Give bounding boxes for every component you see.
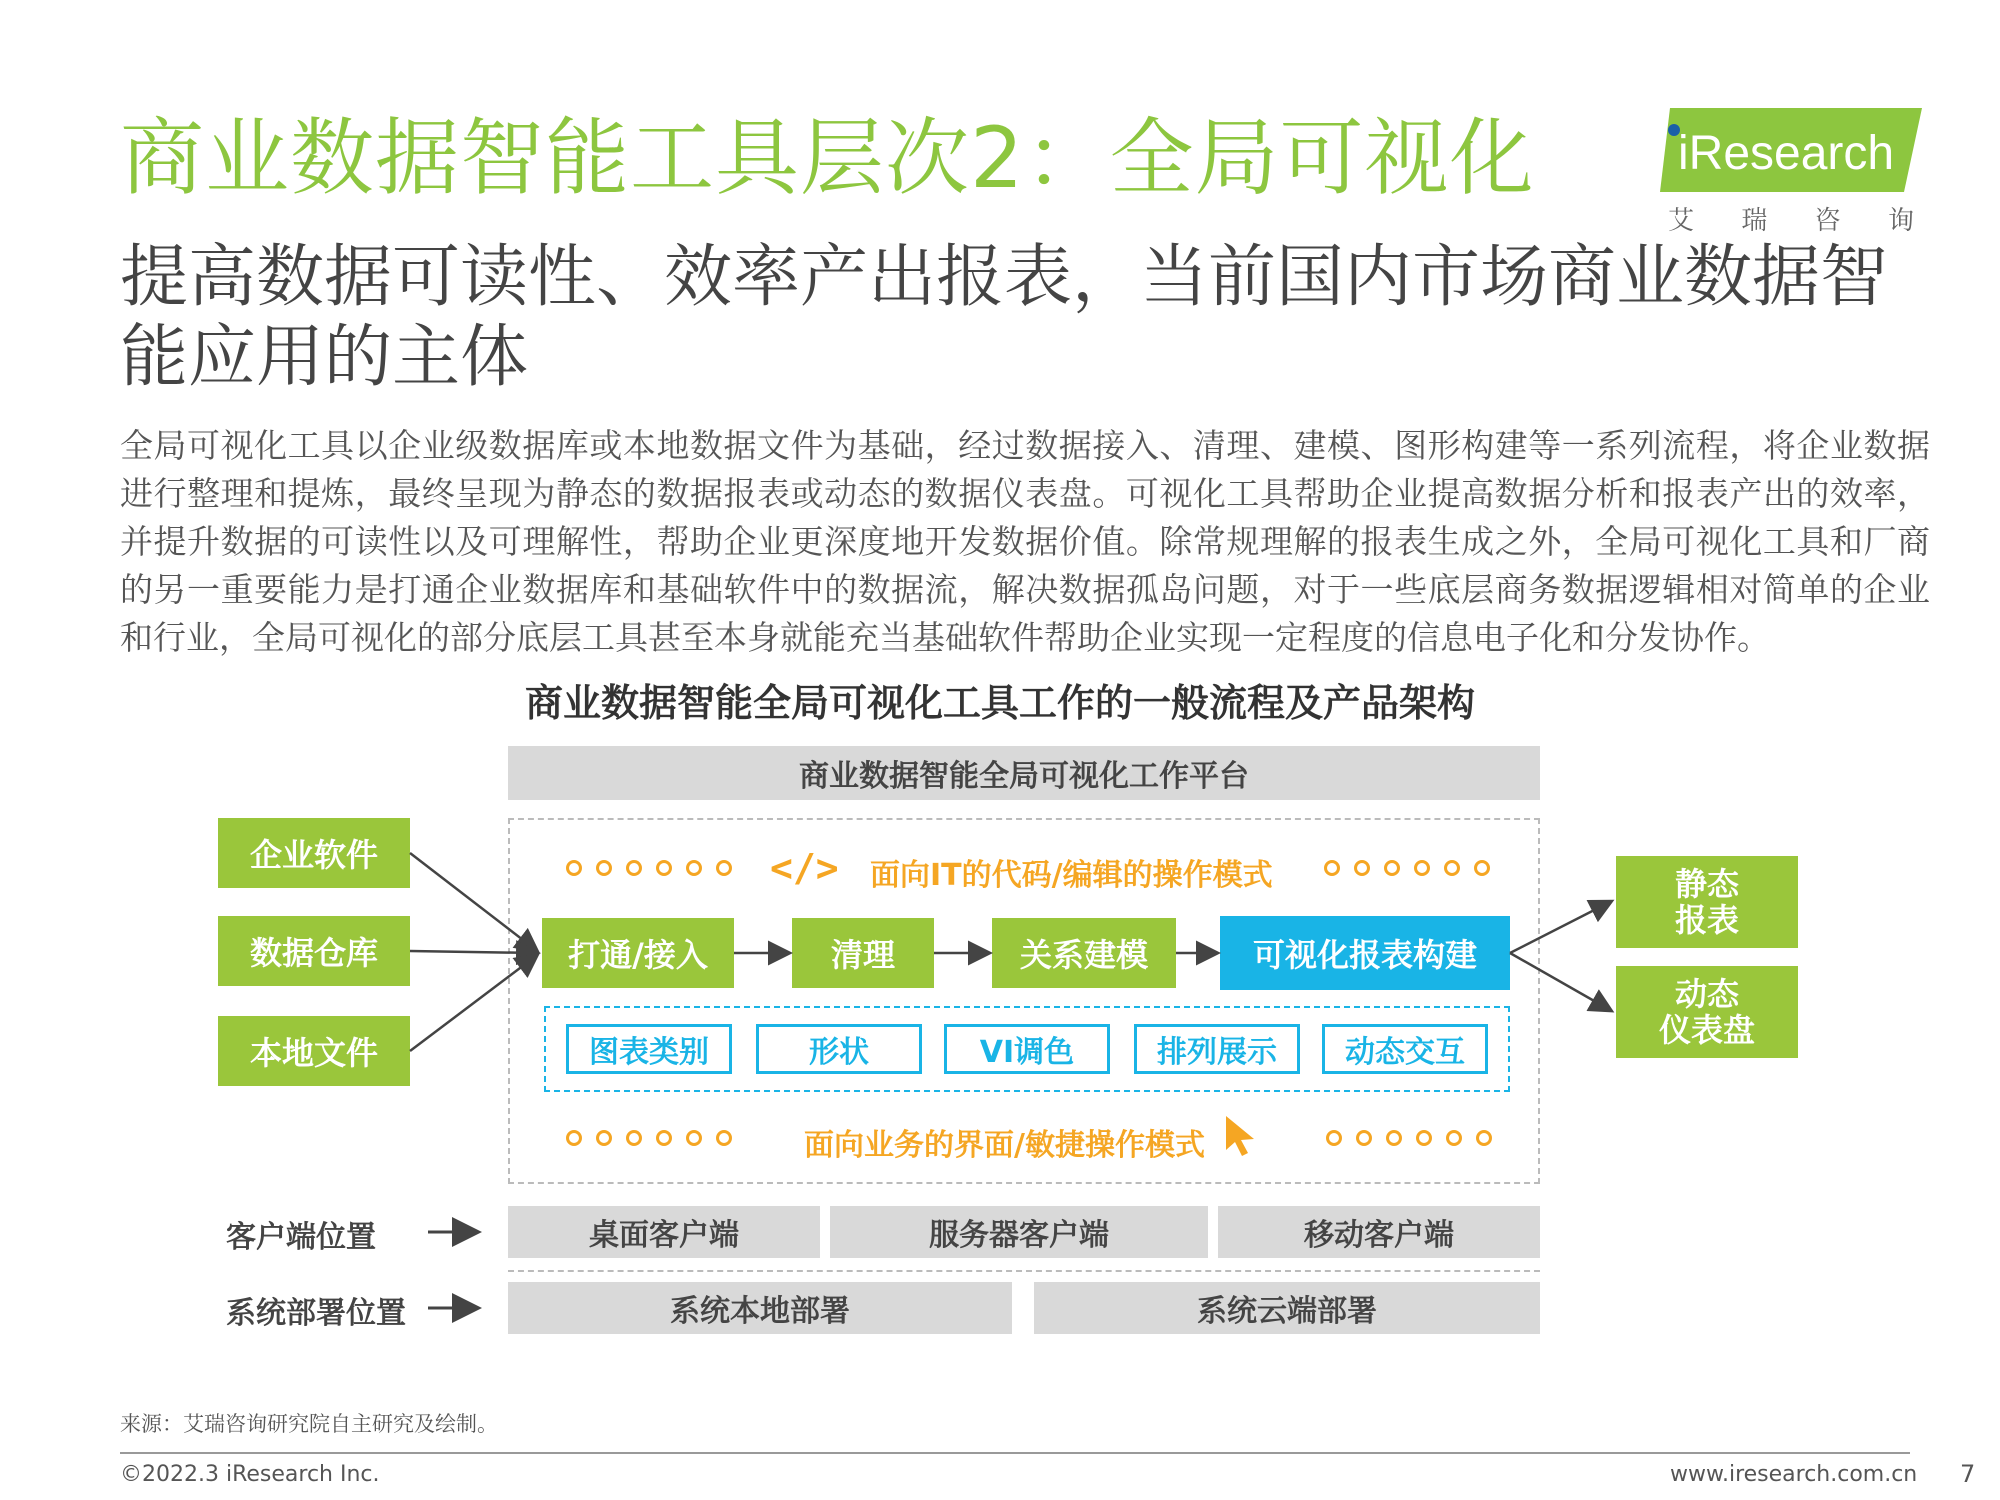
step-clean: 清理 [792,918,934,988]
client-desktop: 桌面客户端 [508,1206,820,1258]
step-access: 打通/接入 [542,918,734,988]
logo-brand: iResearch [1678,127,1895,180]
step-visual-report: 可视化报表构建 [1220,916,1510,990]
feature-vi-color: VI调色 [944,1024,1110,1074]
copyright: ©2022.3 iResearch Inc. [120,1462,380,1487]
ui-mode-label: 面向业务的界面/敏捷操作模式 [804,1128,1205,1163]
step-modeling: 关系建模 [992,918,1176,988]
page-subtitle: 提高数据可读性、效率产出报表，当前国内市场商业数据智能应用的主体 [120,238,1889,397]
output-static-report: 静态 报表 [1616,856,1798,948]
diagram-title: 商业数据智能全局可视化工具工作的一般流程及产品架构 [524,681,1475,725]
source-enterprise-software: 企业软件 [218,818,410,888]
client-position-label: 客户端位置 [226,1220,376,1255]
feature-chart-type: 图表类别 [566,1024,732,1074]
platform-bar: 商业数据智能全局可视化工作平台 [508,746,1540,800]
source-data-warehouse: 数据仓库 [218,916,410,986]
body-paragraph: 全局可视化工具以企业级数据库或本地数据文件为基础，经过数据接入、清理、建模、图形构建等一系列流程，将企业数据进行整理和提炼，最终呈现为静态的数据报表或动态的数据仪表盘。可视化工具帮助企业提高数据分析和报表产出的效率，并提升数据的可读性以及可理解性，帮助企业更深度地开发数据价值。除常规理解的报表生成之外，全局可视化工具和厂商的另一重要能力是打通企业数据库和基础软件中的数据流，解决数据孤岛问题，对于一些底层商务数据逻辑相对简单的企业和行业，全局可视化的部分底层工具甚至本身就能充当基础软件帮助企业实现一定程度的信息电子化和分发协作。 [120,426,1930,657]
deploy-position-label: 系统部署位置 [226,1296,406,1331]
output-dashboard: 动态 仪表盘 [1616,966,1798,1058]
feature-layout: 排列展示 [1134,1024,1300,1074]
feature-interaction: 动态交互 [1322,1024,1488,1074]
logo-char: 艾 [1668,206,1695,236]
client-mobile: 移动客户端 [1218,1206,1540,1258]
logo-char: 瑞 [1741,206,1768,236]
row-divider [508,1270,1540,1272]
feature-shape: 形状 [756,1024,922,1074]
website-link[interactable]: www.iresearch.com.cn [1670,1462,1918,1487]
code-icon: </> [770,846,839,890]
footer-divider [120,1452,1910,1454]
client-server: 服务器客户端 [830,1206,1208,1258]
page-number: 7 [1960,1460,1976,1488]
page-title: 商业数据智能工具层次2：全局可视化 [120,109,1535,207]
logo-char: 询 [1887,206,1914,236]
code-mode-label: 面向IT的代码/编辑的操作模式 [870,858,1273,893]
source-local-file: 本地文件 [218,1016,410,1086]
logo-char: 咨 [1814,206,1841,236]
source-note: 来源：艾瑞咨询研究院自主研究及绘制。 [120,1412,498,1436]
deploy-local: 系统本地部署 [508,1282,1012,1334]
deploy-cloud: 系统云端部署 [1034,1282,1540,1334]
